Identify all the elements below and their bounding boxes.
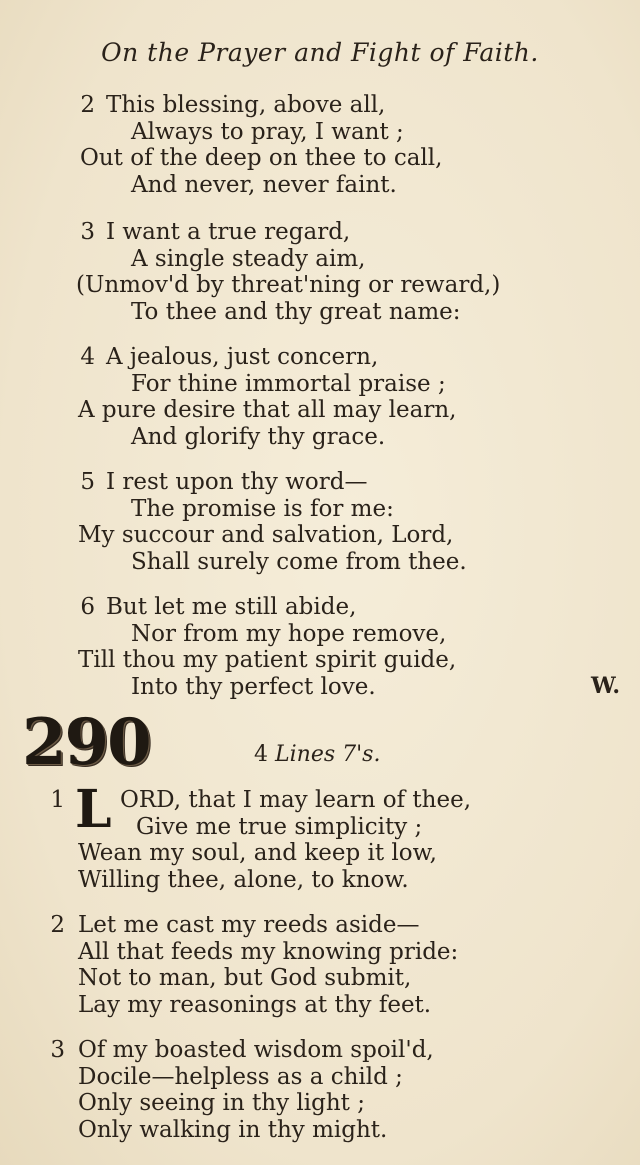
verse-line: Only walking in thy might. xyxy=(78,1116,388,1143)
verse-line: Shall surely come from thee. xyxy=(131,548,467,575)
verse-line: Give me true simplicity ; xyxy=(136,813,423,840)
stanza-number: 3 xyxy=(80,219,95,245)
verse-line: For thine immortal praise ; xyxy=(131,370,446,397)
verse-line: Willing thee, alone, to know. xyxy=(78,866,409,893)
stanza-number: 2 xyxy=(80,92,95,118)
verse-line: Into thy perfect love. xyxy=(131,673,376,700)
author-credit: W. xyxy=(591,673,620,699)
stanza-number: 1 xyxy=(50,787,65,813)
stanza-number: 3 xyxy=(50,1037,65,1063)
verse-line: I rest upon thy word— xyxy=(106,469,368,495)
verse-line: My succour and salvation, Lord, xyxy=(78,522,454,548)
verse-line: Wean my soul, and keep it low, xyxy=(78,840,437,866)
stanza-289-3 xyxy=(0,219,620,325)
meter-type: Lines 7's. xyxy=(275,742,381,767)
stanza-number: 6 xyxy=(80,594,95,620)
stanza-289-6 xyxy=(0,594,620,700)
verse-line: Till thou my patient spirit guide, xyxy=(78,647,457,673)
running-title: On the Prayer and Fight of Faith. xyxy=(101,38,539,67)
verse-line: I want a true regard, xyxy=(106,219,351,245)
stanza-289-4 xyxy=(0,344,620,450)
stanza-290-3 xyxy=(0,1037,620,1143)
verse-line: Lay my reasonings at thy feet. xyxy=(78,991,432,1018)
meter-label xyxy=(254,742,380,767)
stanza-289-5 xyxy=(0,469,620,575)
verse-line: A pure desire that all may learn, xyxy=(78,397,457,423)
stanza-290-1 xyxy=(0,787,620,893)
verse-line: And glorify thy grace. xyxy=(131,423,386,450)
stanza-number: 5 xyxy=(80,469,95,495)
verse-line: Nor from my hope remove, xyxy=(131,620,447,647)
verse-line: A single steady aim, xyxy=(131,245,366,272)
verse-line: Always to pray, I want ; xyxy=(131,118,404,145)
stanza-number: 4 xyxy=(80,344,95,370)
verse-line: The promise is for me: xyxy=(131,495,394,522)
stanza-number: 2 xyxy=(50,912,65,938)
verse-line: This blessing, above all, xyxy=(106,92,386,118)
drop-cap: L xyxy=(75,779,112,840)
verse-line: Only seeing in thy light ; xyxy=(78,1090,365,1116)
verse-line: A jealous, just concern, xyxy=(106,344,379,370)
verse-line: Let me cast my reeds aside— xyxy=(78,912,420,938)
verse-line: Docile—helpless as a child ; xyxy=(78,1063,403,1090)
verse-line: To thee and thy great name: xyxy=(131,298,461,325)
verse-line: All that feeds my knowing pride: xyxy=(78,938,459,965)
verse-line: ORD, that I may learn of thee, xyxy=(120,787,472,813)
stanza-290-2 xyxy=(0,912,620,1018)
verse-line: Not to man, but God submit, xyxy=(78,965,412,991)
hymn-number: 290 xyxy=(22,705,150,780)
stanza-289-2 xyxy=(0,92,620,198)
verse-line: And never, never faint. xyxy=(131,171,397,198)
verse-line: Out of the deep on thee to call, xyxy=(80,145,443,171)
verse-line: Of my boasted wisdom spoil'd, xyxy=(78,1037,434,1063)
verse-line: (Unmov'd by threat'ning or reward,) xyxy=(76,272,501,298)
verse-line: But let me still abide, xyxy=(106,594,357,620)
meter-count: 4 xyxy=(254,742,268,767)
